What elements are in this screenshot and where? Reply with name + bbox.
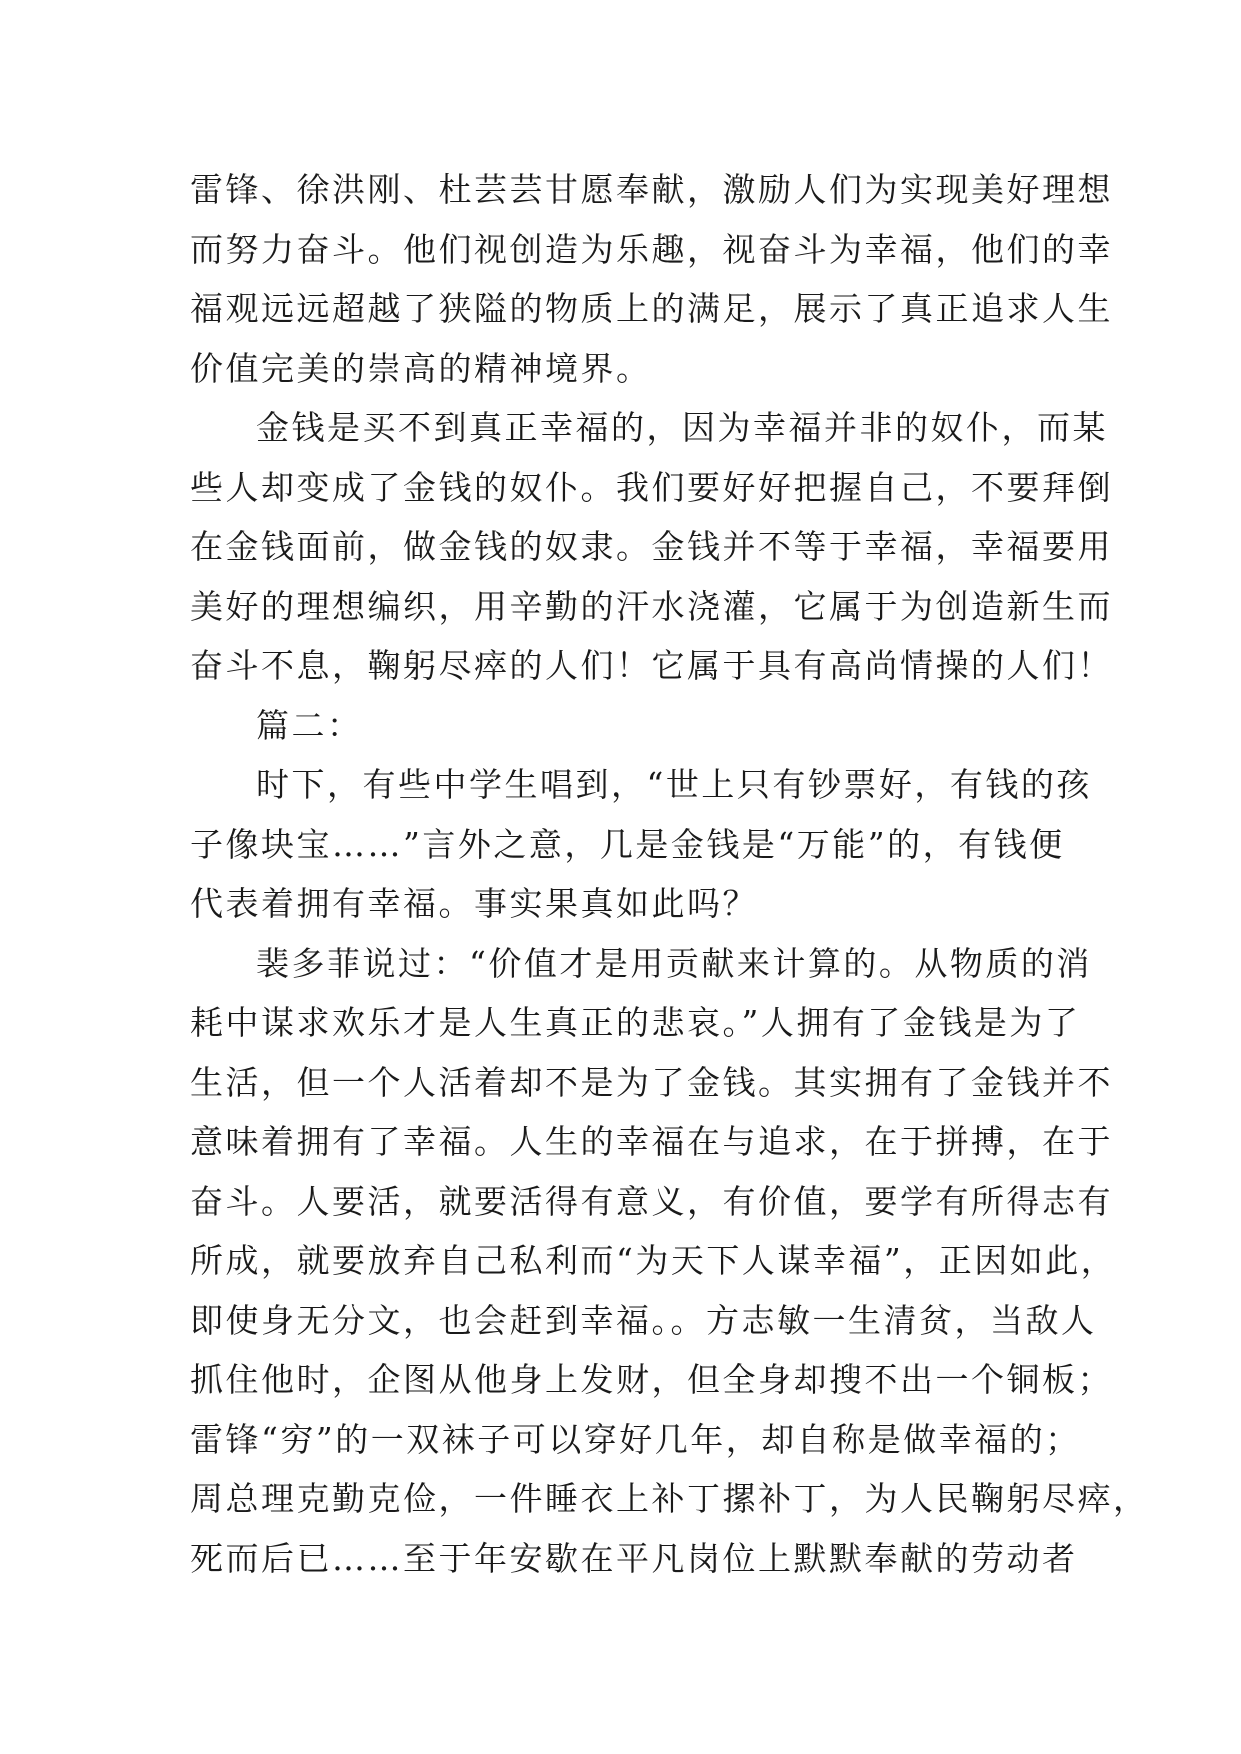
text-line: 时下，有些中学生唱到，“世上只有钞票好，有钱的孩: [256, 765, 1092, 804]
text-line: 篇二：: [256, 705, 363, 745]
text-line: 耗中谋求欢乐才是人生真正的悲哀。”人拥有了金钱是为了: [190, 1003, 1081, 1042]
text-line: 些人却变成了金钱的奴仆。我们要好好把握自己，不要拜倒: [190, 467, 1113, 507]
paragraph: [190, 160, 1113, 398]
paragraph: [190, 398, 1113, 696]
text-line: 在金钱面前，做金钱的奴隶。金钱并不等于幸福，幸福要用: [190, 527, 1113, 566]
text-line: 周总理克勤克俭，一件睡衣上补丁摞补丁，为人民鞠躬尽瘁，: [190, 1479, 1149, 1518]
text-line: 即使身无分文，也会赶到幸福。。方志敏一生清贫，当敌人: [190, 1300, 1097, 1340]
text-line: 裴多菲说过：“价值才是用贡献来计算的。从物质的消: [256, 943, 1092, 983]
text-line: 雷锋“穷”的一双袜子可以穿好几年，却自称是做幸福的；: [190, 1419, 1081, 1459]
text-line: 生活，但一个人活着却不是为了金钱。其实拥有了金钱并不: [190, 1062, 1113, 1102]
text-line: 而努力奋斗。他们视创造为乐趣，视奋斗为幸福，他们的幸: [190, 229, 1113, 269]
document-body: [190, 160, 1149, 1588]
text-line: 奋斗不息，鞠躬尽瘁的人们！它属于具有高尚情操的人们！: [190, 646, 1113, 685]
text-line: 价值完美的崇高的精神境界。: [190, 348, 652, 388]
text-line: 所成，就要放弃自己私利而“为天下人谋幸福”，正因如此，: [190, 1241, 1117, 1280]
text-line: 代表着拥有幸福。事实果真如此吗？: [190, 884, 758, 923]
text-line: 死而后已……至于年安歇在平凡岗位上默默奉献的劳动者: [190, 1538, 1078, 1578]
text-line: 抓住他时，企图从他身上发财，但全身却搜不出一个铜板；: [190, 1360, 1113, 1399]
text-line: 雷锋、徐洪刚、杜芸芸甘愿奉献，激励人们为实现美好理想: [190, 170, 1113, 209]
text-line: 美好的理想编织，用辛勤的汗水浇灌，它属于为创造新生而: [190, 586, 1113, 626]
text-line: 金钱是买不到真正幸福的，因为幸福并非的奴仆，而某: [256, 408, 1108, 447]
text-line: 福观远远超越了狭隘的物质上的满足，展示了真正追求人生: [190, 289, 1113, 328]
text-line: 意味着拥有了幸福。人生的幸福在与追求，在于拼搏，在于: [190, 1122, 1113, 1161]
text-line: 子像块宝……”言外之意，几是金钱是“万能”的，有钱便: [190, 824, 1065, 864]
paragraph: [190, 696, 1060, 756]
text-line: 奋斗。人要活，就要活得有意义，有价值，要学有所得志有: [190, 1181, 1113, 1221]
paragraph: [190, 755, 1092, 934]
paragraph: [190, 934, 1149, 1589]
